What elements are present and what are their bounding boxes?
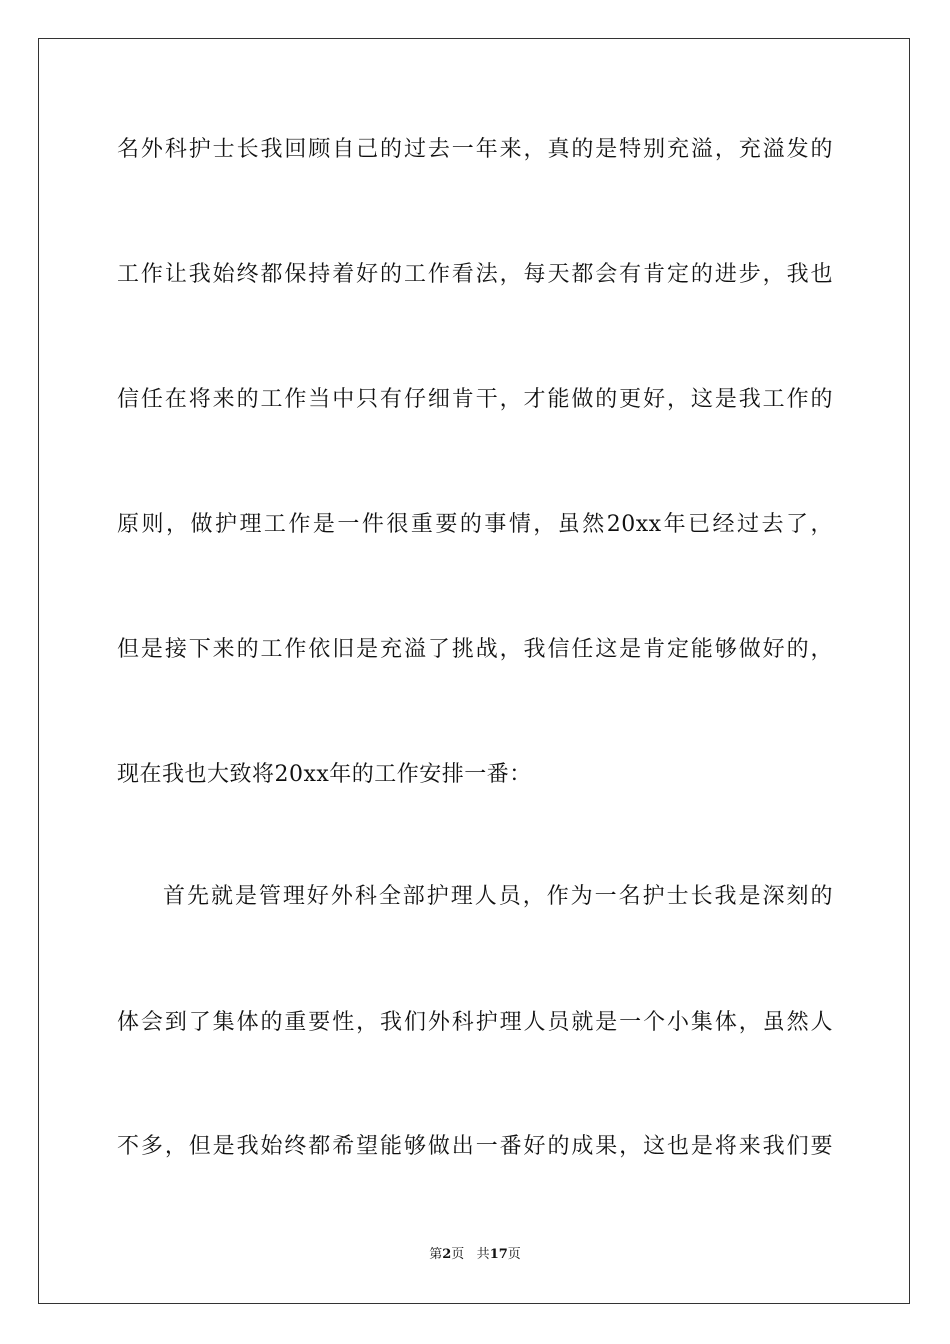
text-line: 名外科护士长我回顾自己的过去一年来，真的是特别充溢，充溢发的 — [117, 137, 833, 162]
text-line: 原则，做护理工作是一件很重要的事情，虽然20xx年已经过去了， — [117, 512, 833, 537]
text-line: 信任在将来的工作当中只有仔细肯干，才能做的更好，这是我工作的 — [117, 387, 833, 412]
page-suffix: 页 — [451, 1247, 465, 1262]
text-line: 现在我也大致将20xx年的工作安排一番： — [117, 762, 532, 787]
text-line-indented: 首先就是管理好外科全部护理人员，作为一名护士长我是深刻的 — [163, 884, 833, 909]
total-suffix: 页 — [507, 1247, 521, 1262]
text-line: 工作让我始终都保持着好的工作看法，每天都会有肯定的进步，我也 — [117, 262, 833, 287]
page-prefix: 第 — [429, 1247, 443, 1262]
page-footer — [0, 1246, 950, 1264]
text-line: 但是接下来的工作依旧是充溢了挑战，我信任这是肯定能够做好的， — [117, 637, 833, 662]
text-line: 体会到了集体的重要性，我们外科护理人员就是一个小集体，虽然人 — [117, 1010, 833, 1035]
text-line: 不多，但是我始终都希望能够做出一番好的成果，这也是将来我们要 — [117, 1134, 833, 1159]
total-prefix: 共 — [476, 1247, 490, 1262]
page-border — [38, 38, 910, 1304]
page-number: 2 — [442, 1247, 452, 1262]
total-pages: 17 — [489, 1247, 508, 1262]
